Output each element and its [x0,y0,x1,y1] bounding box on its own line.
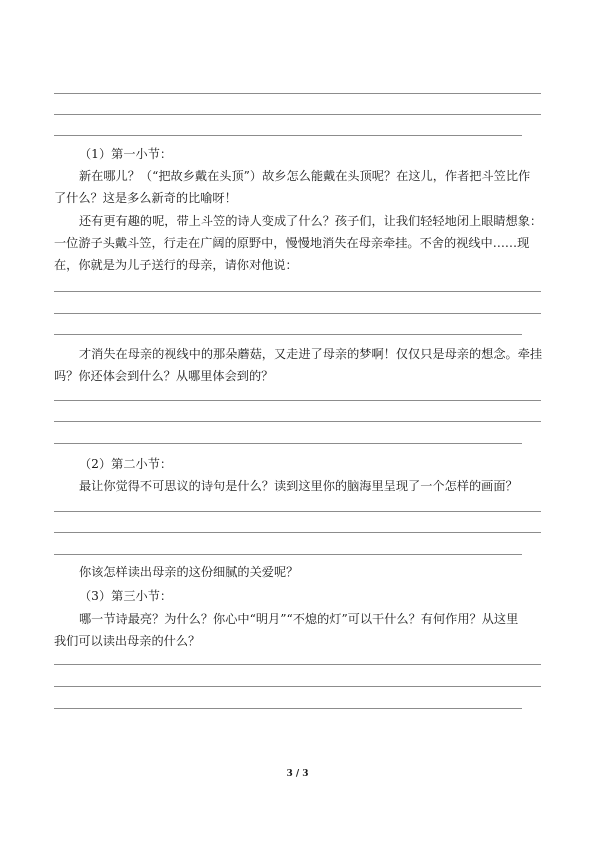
question-line: 我们可以读出母亲的什么？ [54,634,201,648]
answer-line[interactable] [54,511,541,512]
paragraph-line: 一位游子头戴斗笠，行走在广阔的原野中，慢慢地消失在母亲牵挂。不舍的视线中……现 [54,236,530,250]
answer-line[interactable] [54,291,541,292]
paragraph-line: 吗？你还体会到什么？从哪里体会到的？ [54,369,274,383]
answer-line[interactable] [54,421,541,422]
paragraph-line: 在，你就是为儿子送行的母亲，请你对他说： [54,258,298,272]
section-heading: （2）第二小节： [79,457,173,471]
answer-line[interactable] [54,93,541,94]
answer-line[interactable] [54,443,522,444]
answer-line[interactable] [54,664,541,665]
section-heading: （1）第一小节： [79,147,173,161]
answer-line[interactable] [54,313,541,314]
question-line: 哪一节诗最亮？为什么？你心中“明月”“不熄的灯”可以干什么？有何作用？从这里 [79,612,519,626]
paragraph-line: 了什么？这是多么新奇的比喻呀！ [54,191,237,205]
answer-line[interactable] [54,400,541,401]
answer-line[interactable] [54,686,541,687]
paragraph-line: 才消失在母亲的视线中的那朵蘑菇，又走进了母亲的梦啊！仅仅只是母亲的想念。牵挂 [79,347,543,361]
page-number: 3 / 3 [286,769,309,779]
answer-line[interactable] [54,532,541,533]
answer-line[interactable] [54,554,522,555]
answer-line[interactable] [54,708,522,709]
question-line: 最让你觉得不可思议的诗句是什么？读到这里你的脑海里呈现了一个怎样的画面？ [79,479,518,493]
question-line: 你该怎样读出母亲的这份细腻的关爱呢？ [79,565,299,579]
answer-line[interactable] [54,334,522,335]
section-heading: （3）第三小节： [79,589,173,603]
paragraph-line: 新在哪儿？（“把故乡戴在头顶”）故乡怎么能戴在头顶呢？在这儿，作者把斗笠比作 [79,169,531,183]
answer-line[interactable] [54,135,522,136]
paragraph-line: 还有更有趣的呢，带上斗笠的诗人变成了什么？孩子们，让我们轻轻地闭上眼睛想象： [79,214,543,228]
answer-line[interactable] [54,114,541,115]
